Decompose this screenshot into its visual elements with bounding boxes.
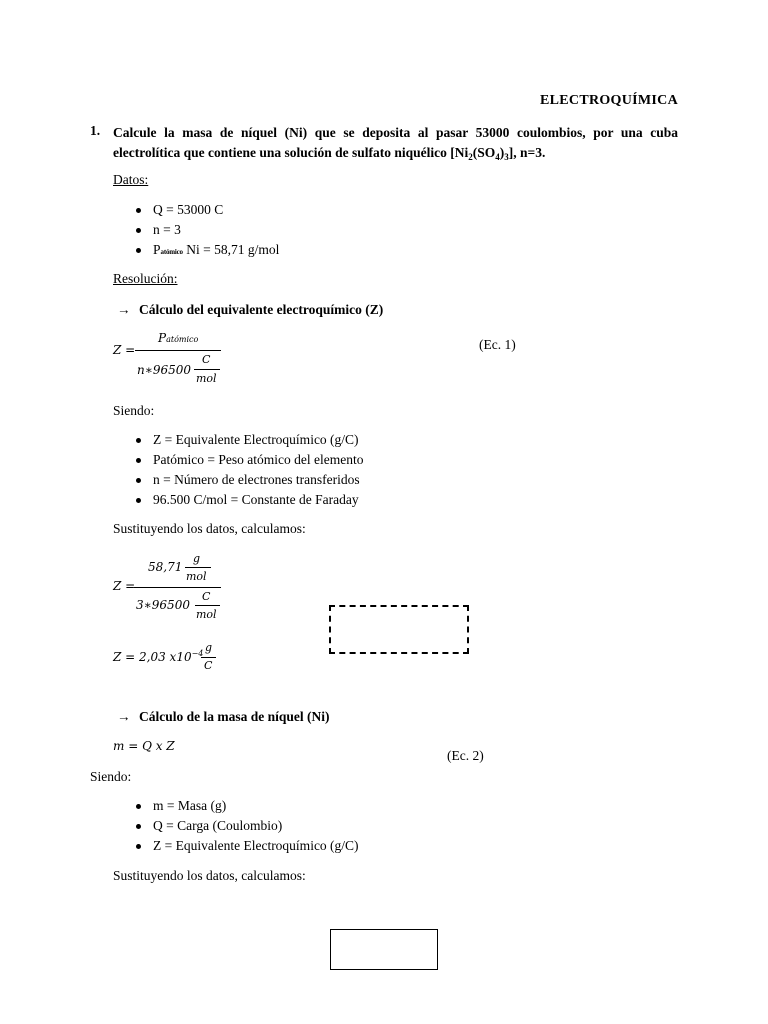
siendo-2-list [131,796,359,856]
datos-heading: Datos: [113,172,149,187]
resolucion-heading: Resolución: [113,271,178,286]
eqcalc-num-frac-bar [185,567,211,568]
datos-list [131,200,279,260]
eq1-den-frac-bar [194,369,220,370]
eqcalc-num-frac-num: g [193,552,201,565]
list-item: Q = 53000 C [131,200,279,220]
eq1-lhs: Z = [113,343,136,357]
problem-line-2: electrolítica que contiene una solución de sulfato niquélico $[Ni_2(SO_4)_3]$, n=3. [113,145,546,162]
list-item: Q = Carga (Coulombio) [131,816,359,836]
problem-number: 1. [90,123,101,138]
eqresult-frac-den: C [204,659,213,672]
problem-statement [113,123,678,167]
eq1-denominator: n∗96500 [137,363,192,377]
eqcalc-den-main: 3∗96500 [136,598,190,612]
page-title: ELECTROQUÍMICA [540,93,678,108]
list-item: Patómico = Peso atómico del elemento [131,450,363,470]
siendo-heading: Siendo: [113,403,155,418]
eqcalc-den-frac-num: C [202,590,211,603]
eqcalc-num-main: 58,71 [148,560,183,574]
answer-box-solid [330,929,438,970]
eqcalc-den-frac-den: mol [196,608,217,621]
eqresult-frac-num: g [205,641,213,654]
sustituyendo-2-text: Sustituyendo los datos, calculamos: [113,868,306,883]
eqcalc-num-frac-den: mol [186,570,207,583]
eq1-den-frac-den: mol [196,372,217,385]
list-item: 96.500 C/mol = Constante de Faraday [131,490,363,510]
eqcalc-den-frac-bar [195,605,220,606]
eq1-den-frac-num: C [202,353,211,366]
eq2-text: m = Q x Z [113,739,175,753]
eqresult-frac-bar [201,657,216,658]
list-item: n = Número de electrones transferidos [131,470,363,490]
eq2-label: (Ec. 2) [447,748,484,763]
eq1-numerator: Patómico [158,331,199,345]
arrow-right-icon: → [117,709,131,724]
siendo-2-heading: Siendo: [90,769,132,784]
list-item: Z = Equivalente Electroquímico (g/C) [131,836,359,856]
list-item: m = Masa (g) [131,796,359,816]
eqresult-value: Z = 2,03 $x10^{-4}$ [113,649,204,664]
list-item: Patómico Ni = 58,71 g/mol [131,240,279,260]
problem-line-1: Calcule la masa de níquel (Ni) que se deposita al pasar 53000 coulombios, por una cuba [113,125,678,140]
arrow-right-icon: → [117,302,131,317]
eqcalc-lhs: Z = [113,579,136,593]
eqcalc-fraction-bar [134,587,221,588]
section-2-heading: → Cálculo de la masa de níquel (Ni) [117,709,330,724]
list-item: Z = Equivalente Electroquímico (g/C) [131,430,363,450]
answer-box-dashed [329,605,469,654]
section-1-heading: → Cálculo del equivalente electroquímico (Z) [117,302,384,317]
eq1-fraction-bar [135,350,221,351]
eq1-label: (Ec. 1) [479,337,516,352]
sustituyendo-text: Sustituyendo los datos, calculamos: [113,521,306,536]
siendo-list [131,430,363,510]
list-item: n = 3 [131,220,279,240]
